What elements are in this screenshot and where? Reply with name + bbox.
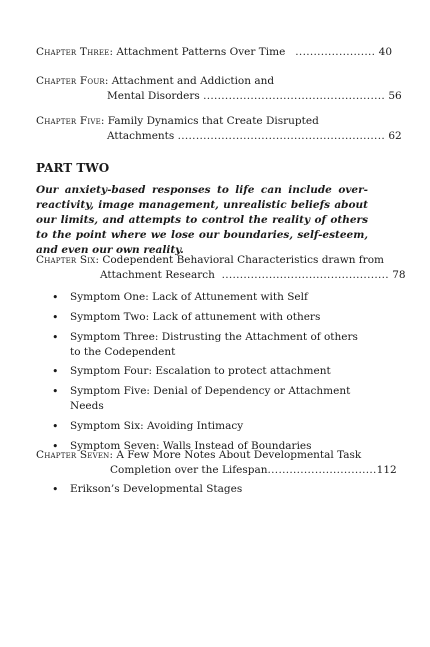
part-intro-paragraph: Our anxiety-based responses to life can include over-reactivity, image management, unrealistic beliefs about our limits, and attempts to control the reality of others to the point where we lose our boundaries, self-esteem, and even our own reality.	[36, 184, 368, 256]
list-item: • Symptom Seven: Walls Instead of Boundaries	[52, 439, 370, 454]
page-number: 56	[388, 90, 402, 102]
toc-entry-chapter-four: Chapter Four: Attachment and Addiction and Mental Disorders .................................................. 56	[36, 75, 402, 102]
leader-dots: ......................	[295, 46, 376, 58]
chapter-title: Codependent Behavioral Characteristics drawn from	[102, 254, 384, 266]
chapter-title-cont: Attachment Research	[100, 269, 215, 281]
leader-dots: .........................................................	[177, 130, 385, 142]
toc-entry-chapter-five: Chapter Five: Family Dynamics that Create Disrupted Attachments ......................................................... 62	[36, 115, 402, 142]
page-number: 40	[378, 46, 393, 58]
chapter-label: Chapter Seven	[36, 449, 110, 461]
leader-dots: ..............................	[267, 464, 377, 476]
chapter-title-cont: Completion over the Lifespan	[110, 464, 268, 476]
list-item: • Symptom One: Lack of Attunement with Self	[52, 290, 370, 305]
leader-dots: ..................................................	[203, 90, 385, 102]
list-item: • Erikson’s Developmental Stages	[52, 482, 370, 497]
chapter-title: Attachment and Addiction and	[111, 75, 275, 87]
list-item: • Symptom Four: Escalation to protect attachment	[52, 364, 370, 379]
chapter-title-cont: Attachments	[107, 130, 175, 142]
list-item: • Symptom Five: Denial of Dependency or Attachment Needs	[52, 384, 370, 414]
chapter-title: Attachment Patterns Over Time	[116, 46, 286, 58]
page-number: 78	[392, 269, 406, 281]
page-number: 112	[376, 464, 397, 476]
chapter-label: Chapter Three	[36, 46, 110, 58]
part-heading: PART TWO	[36, 161, 110, 175]
chapter-title: Family Dynamics that Create Disrupted	[107, 115, 319, 127]
toc-entry-chapter-six: Chapter Six: Codependent Behavioral Characteristics drawn from Attachment Research .............................................. 78	[36, 254, 406, 281]
symptom-list	[52, 290, 370, 459]
list-item: • Symptom Six: Avoiding Intimacy	[52, 419, 370, 434]
chapter-label: Chapter Four	[36, 75, 105, 87]
list-item: • Symptom Three: Distrusting the Attachment of others to the Codependent	[52, 330, 370, 360]
developmental-list	[52, 482, 370, 502]
page-number: 62	[388, 130, 402, 142]
leader-dots: ..............................................	[221, 269, 389, 281]
list-item: • Symptom Two: Lack of attunement with others	[52, 310, 370, 325]
chapter-label: Chapter Six	[36, 254, 96, 266]
chapter-title: A Few More Notes About Developmental Task	[116, 449, 362, 461]
chapter-title-cont: Mental Disorders	[107, 90, 200, 102]
toc-entry-chapter-three: Chapter Three: Attachment Patterns Over Time ...................... 40	[36, 46, 393, 58]
toc-entry-chapter-seven: Chapter Seven: A Few More Notes About Developmental Task Completion over the Lifespan..............................112	[36, 449, 397, 476]
chapter-label: Chapter Five	[36, 115, 101, 127]
